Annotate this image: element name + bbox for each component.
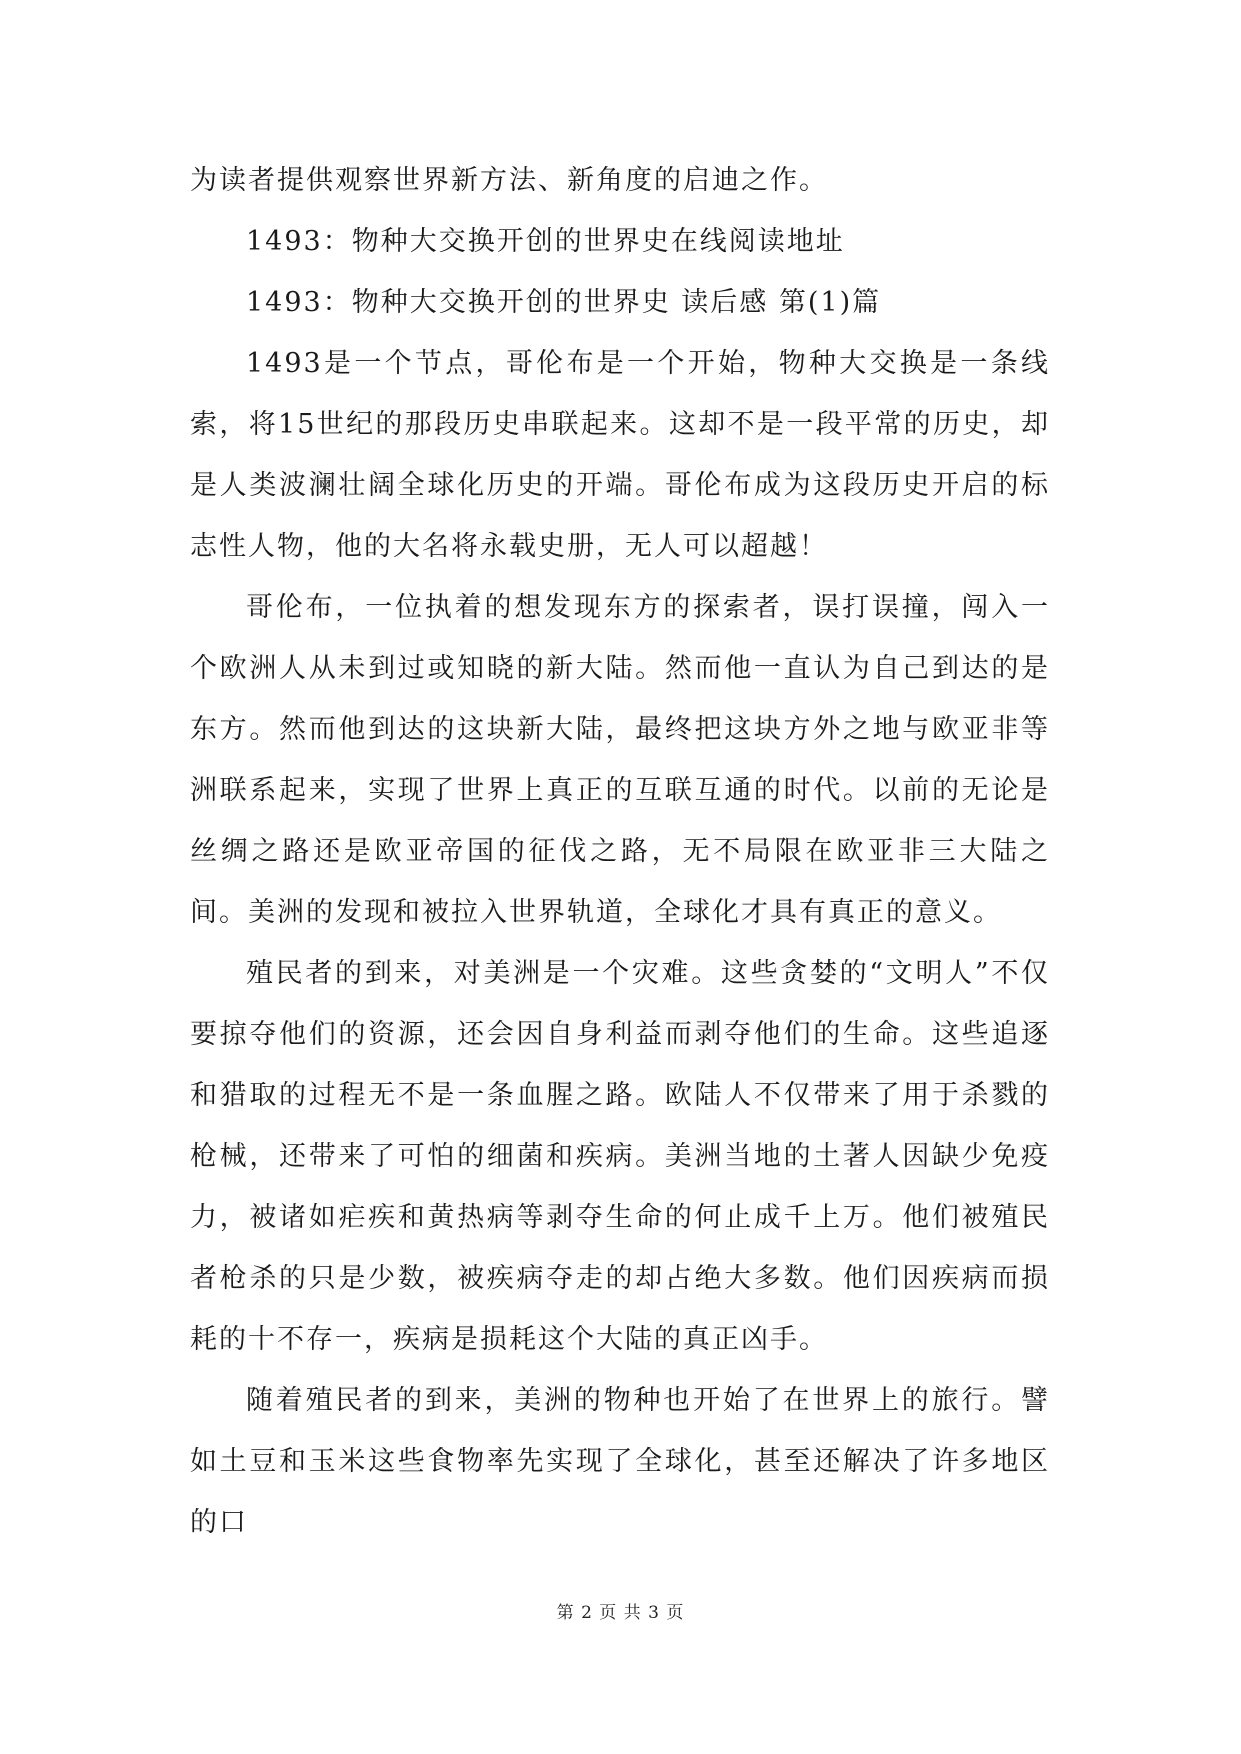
paragraph-species: 随着殖民者的到来，美洲的物种也开始了在世界上的旅行。譬如土豆和玉米这些食物率先实现了全球化，甚至还解决了许多地区的口	[190, 1385, 1050, 1538]
paragraph-columbus: 哥伦布，一位执着的想发现东方的探索者，误打误撞，闯入一个欧洲人从未到过或知晓的新大陆。然而他一直认为自己到达的是东方。然而他到达的这块新大陆，最终把这块方外之地与欧亚非等洲联系起来，实现了世界上真正的互联互通的时代。以前的无论是丝绸之路还是欧亚帝国的征伐之路，无不局限在欧亚非三大陆之间。美洲的发现和被拉入世界轨道，全球化才具有真正的意义。	[190, 592, 1050, 928]
paragraph-continuation: 为读者提供观察世界新方法、新角度的启迪之作。	[190, 165, 828, 196]
paragraph-colonizers: 殖民者的到来，对美洲是一个灾难。这些贪婪的“文明人”不仅要掠夺他们的资源，还会因自身利益而剥夺他们的生命。这些追逐和猎取的过程无不是一条血腥之路。欧陆人不仅带来了用于杀戮的枪械，还带来了可怕的细菌和疾病。美洲当地的土著人因缺少免疫力，被诸如疟疾和黄热病等剥夺生命的何止成千上万。他们被殖民者枪杀的只是少数，被疾病夺走的却占绝大多数。他们因疾病而损耗的十不存一，疾病是损耗这个大陆的真正凶手。	[190, 958, 1050, 1355]
paragraph-intro: 1493是一个节点，哥伦布是一个开始，物种大交换是一条线索，将15世纪的那段历史串联起来。这却不是一段平常的历史，却是人类波澜壮阔全球化历史的开端。哥伦布成为这段历史开启的标志性人物，他的大名将永载史册，无人可以超越！	[190, 348, 1050, 562]
review-heading: 1493：物种大交换开创的世界史 读后感 第(1)篇	[246, 287, 882, 318]
page-footer: 第 2 页 共 3 页	[556, 1603, 685, 1623]
reading-link-title: 1493：物种大交换开创的世界史在线阅读地址	[246, 226, 845, 257]
document-body	[190, 150, 1050, 1553]
